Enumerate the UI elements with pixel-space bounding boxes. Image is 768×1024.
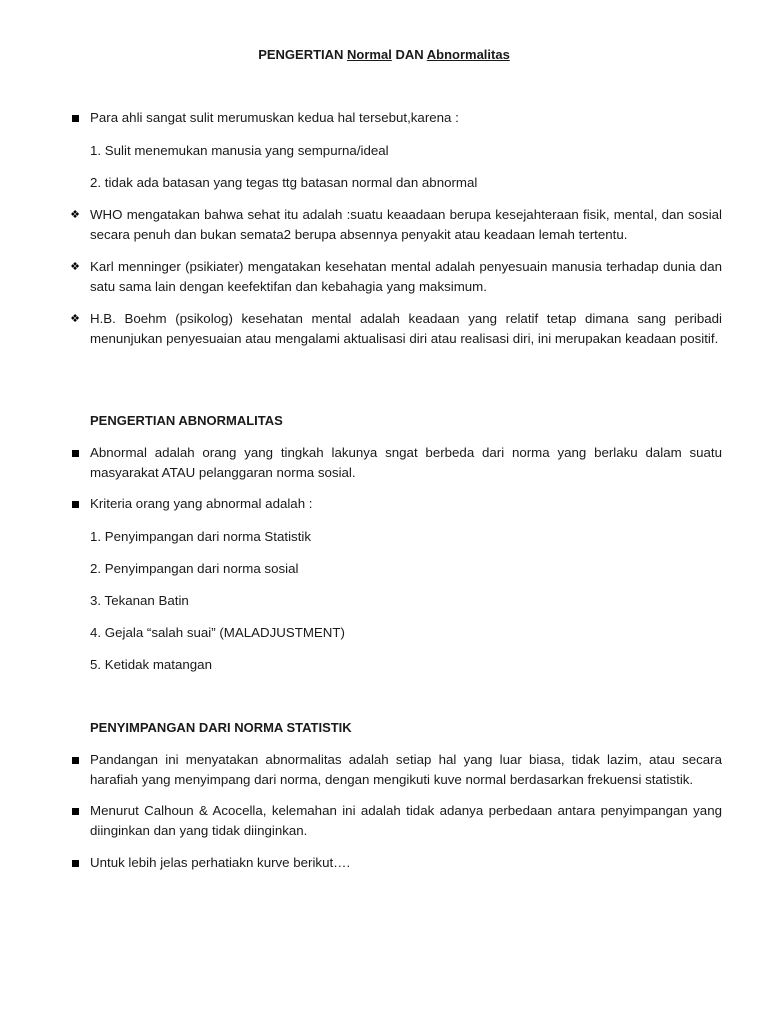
square-bullet-icon [68,494,82,514]
square-bullet-icon [68,108,82,128]
section-heading: PENGERTIAN ABNORMALITAS [90,413,283,428]
paragraph-boehm: H.B. Boehm (psikolog) kesehatan mental adalah keadaan yang relatif tetap dimana sang peribadi menunjukan penyesuaian atau mengalami aktualisasi diri atau realisasi diri, ini merupakan keadaan positif. [90,311,722,346]
title-word-abnormalitas: Abnormalitas [426,47,510,62]
paragraph-calhoun: Menurut Calhoun & Acocella, kelemahan ini adalah tidak adanya perbedaan antara penyimpangan yang diinginkan dan yang tidak diinginkan. [90,803,722,838]
paragraph-statistik: Pandangan ini menyatakan abnormalitas adalah setiap hal yang luar biasa, tidak lazim, atau secara harafiah yang menyimpang dari norma, dengan mengikuti kuve normal berdasarkan frekuensi statistik. [90,752,722,787]
square-bullet-icon [68,801,82,821]
square-bullet-icon [68,853,82,873]
list-item: 1. Penyimpangan dari norma Statistik [90,529,311,544]
paragraph-kurve: Untuk lebih jelas perhatiakn kurve berikut…. [90,855,351,870]
diamond-bullet-icon: ❖ [70,261,80,273]
paragraph-who: WHO mengatakan bahwa sehat itu adalah :suatu keaadaan berupa kesejahteraan fisik, mental, dan sosial secara penuh dan bukan semata2 berupa absennya penyakit atau keadaan lemah tertentu. [90,207,722,242]
title-prefix: PENGERTIAN [258,47,348,62]
paragraph-intro: Para ahli sangat sulit merumuskan kedua hal tersebut,karena : [90,110,459,125]
square-bullet-icon [68,750,82,770]
diamond-bullet-icon: ❖ [70,209,80,221]
paragraph-kriteria: Kriteria orang yang abnormal adalah : [90,496,313,511]
diamond-bullet-icon: ❖ [70,313,80,325]
list-item: 4. Gejala “salah suai” (MALADJUSTMENT) [90,625,345,640]
list-item: 2. tidak ada batasan yang tegas ttg batasan normal dan abnormal [90,175,478,190]
paragraph-karl: Karl menninger (psikiater) mengatakan kesehatan mental adalah penyesuain manusia terhadap dunia dan satu sama lain dengan keefektifan dan kebahagia yang maksimum. [90,259,722,294]
page-title [0,45,768,65]
list-item: 1. Sulit menemukan manusia yang sempurna/ideal [90,143,389,158]
title-middle: DAN [391,47,427,62]
list-item: 3. Tekanan Batin [90,593,189,608]
paragraph-abnormal-def: Abnormal adalah orang yang tingkah lakunya sngat berbeda dari norma yang berlaku dalam suatu masyarakat ATAU pelanggaran norma sosial. [90,445,722,480]
list-item: 5. Ketidak matangan [90,657,212,672]
list-item: 2. Penyimpangan dari norma sosial [90,561,299,576]
square-bullet-icon [68,443,82,463]
title-word-normal: Normal [347,47,392,62]
section-heading: PENYIMPANGAN DARI NORMA STATISTIK [90,720,352,735]
